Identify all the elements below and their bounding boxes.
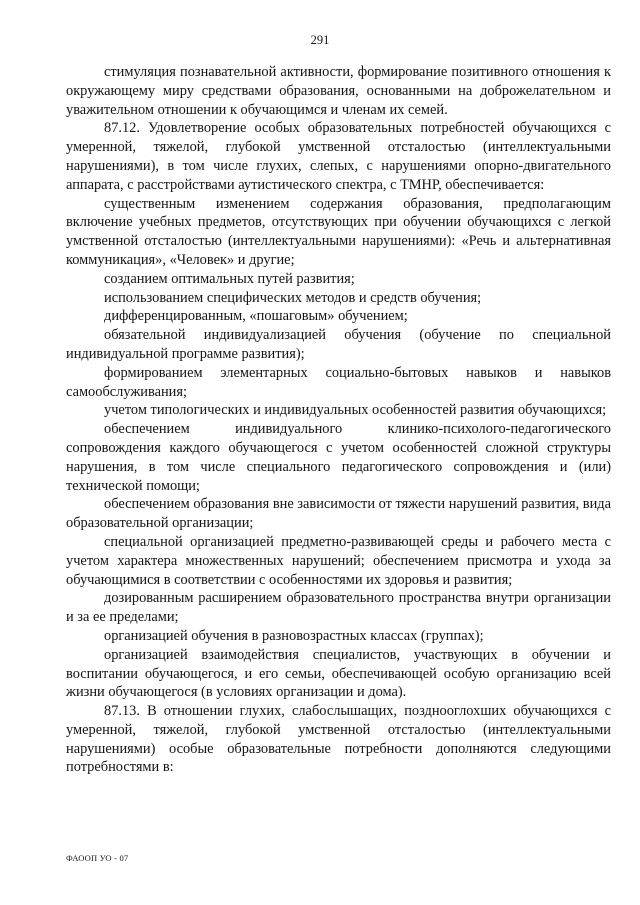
- paragraph: существенным изменением содержания образования, предполагающим включение учебных предметов, отсутствующих при обучении обучающихся с легкой умственной отсталостью (интеллектуальными нарушениями): «Речь и альтернативная коммуникация», «Человек» и другие;: [66, 195, 611, 268]
- paragraph: 87.12. Удовлетворение особых образовательных потребностей обучающихся с умеренной, тяжелой, глубокой умственной отсталостью (интеллектуальными нарушениями), в том числе глухих, слепых, с нарушениями опорно-двигательного аппарата, с расстройствами аутистического спектра, с ТМНР, обеспечивается:: [66, 120, 611, 193]
- paragraph: учетом типологических и индивидуальных особенностей развития обучающихся;: [104, 402, 607, 419]
- paragraph: специальной организацией предметно-развивающей среды и рабочего места с учетом характера множественных нарушений; обеспечением присмотра и ухода за обучающимися в соответствии с особенностями их здоровья и развития;: [66, 533, 611, 588]
- paragraph: 87.13. В отношении глухих, слабослышащих, позднооглохших обучающихся с умеренной, тяжелой, глубокой умственной отсталостью (интеллектуальными нарушениями) особые образовательные потребности дополняются следующими потребностями в:: [66, 703, 611, 776]
- paragraph: обязательной индивидуализацией обучения (обучение по специальной индивидуальной программе развития);: [66, 327, 611, 362]
- paragraph: дозированным расширением образовательного пространства внутри организации и за ее пределами;: [66, 590, 611, 626]
- paragraph: обеспечением индивидуального клинико-психолого-педагогического сопровождения каждого обучающегося с учетом особенностей сложной структуры нарушения, в том числе специального педагогического сопровождения и (или) технической помощи;: [66, 421, 611, 494]
- paragraph: дифференцированным, «пошаговым» обучением;: [104, 308, 408, 325]
- paragraph: организацией обучения в разновозрастных классах (группах);: [104, 627, 484, 644]
- paragraph: формированием элементарных социально-бытовых навыков и навыков самообслуживания;: [66, 364, 611, 400]
- paragraph: стимуляция познавательной активности, формирование позитивного отношения к окружающему миру средствами образования, основанными на доброжелательном и уважительном отношении к обучающимся и членам их семей.: [66, 64, 611, 118]
- paragraph: созданием оптимальных путей развития;: [104, 270, 355, 287]
- paragraph: организацией взаимодействия специалистов, участвующих в обучении и воспитании обучающегося, и его семьи, обеспечивающей особую организацию всей жизни обучающегося (в условиях организации и дома).: [66, 646, 611, 701]
- page-number: 291: [310, 33, 330, 47]
- paragraph: обеспечением образования вне зависимости от тяжести нарушений развития, вида образовательной организации;: [66, 496, 611, 532]
- paragraph: использованием специфических методов и средств обучения;: [104, 289, 482, 306]
- body-text: [66, 63, 611, 777]
- footer-document-code: ФАООП УО - 07: [66, 853, 129, 863]
